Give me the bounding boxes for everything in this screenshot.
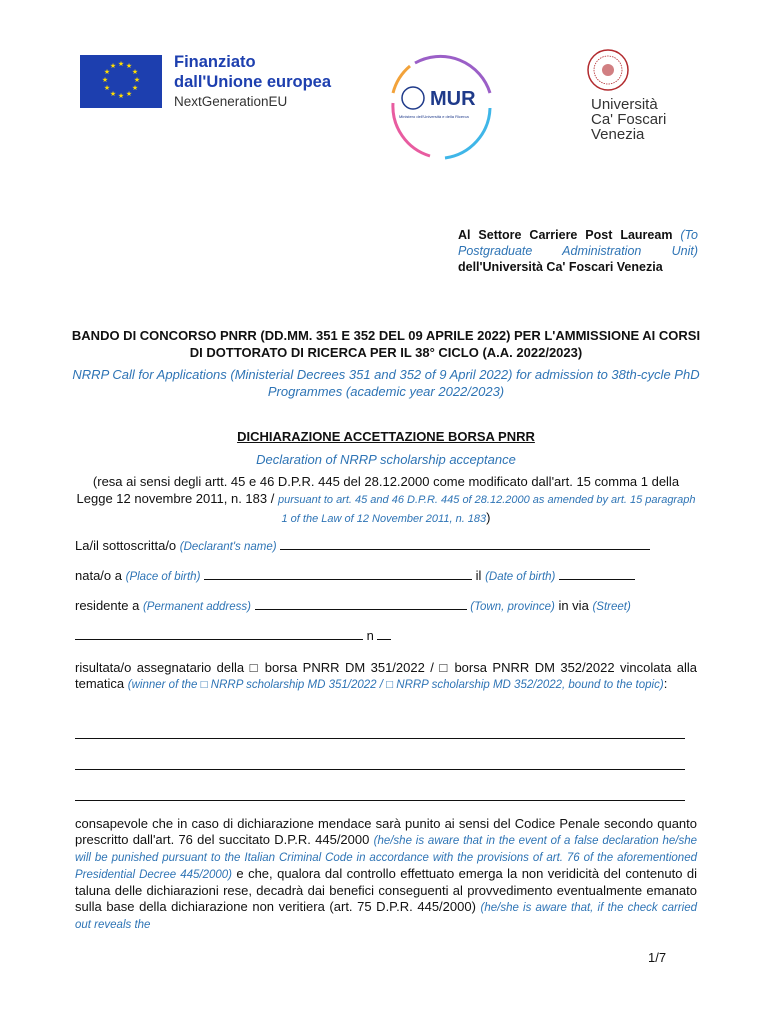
residence-field[interactable]: [255, 597, 467, 610]
ucf-seal-logo: [580, 45, 680, 100]
awareness-it-2: e che, qualora dal controllo effettuato emerga la non veridicità del contenuto di taluna delle dichiarazioni rese, decadrà dai benefici conseguenti al provvedimento eventualmente emanato sulla base della dichiarazione non veritiera (art. 75 D.P.R. 445/2000): [75, 866, 697, 914]
addressee-it-suffix: dell'Università Ca' Foscari Venezia: [458, 260, 663, 274]
mur-logo: [385, 48, 500, 163]
svg-text:★: ★: [101, 76, 109, 84]
svg-text:★: ★: [109, 90, 117, 98]
declarant-name-row: [75, 537, 650, 553]
residence-row: [75, 597, 631, 613]
topic-line-3[interactable]: [75, 800, 685, 801]
legal-reference-close: ): [486, 510, 491, 525]
ucf-logo-line2: Ca' Foscari: [591, 111, 667, 128]
svg-text:★: ★: [103, 84, 111, 92]
eu-flag-logo: [80, 55, 162, 108]
eu-stars-icon: [80, 55, 162, 108]
declarant-name-field[interactable]: [280, 537, 650, 550]
awareness-it-1: consapevole che in caso di dichiarazione mendace sarà punito ai sensi del Codice Penale secondo quanto prescritto dall'art. 76 del succitato D.P.R. 445/2000: [75, 816, 697, 847]
birth-date-field[interactable]: [559, 567, 635, 580]
addressee-it-prefix: Al Settore Carriere Post Lauream: [458, 228, 673, 242]
street-label: in via: [558, 598, 589, 613]
awareness-paragraph: [75, 816, 697, 933]
legal-reference: [75, 473, 697, 528]
assignment-paragraph: [75, 660, 697, 693]
declarant-name-label-en: (Declarant's name): [179, 541, 277, 553]
svg-text:★: ★: [117, 92, 125, 100]
topic-line-1[interactable]: [75, 738, 685, 739]
street-number-label: n: [366, 628, 374, 643]
mur-logo-subtitle: Ministero dell'Università e della Ricerca: [399, 114, 469, 119]
svg-text:★: ★: [125, 62, 133, 70]
awareness-en-1: (he/she is aware that in the event of a false declaration he/she will be punished pursuant to the Italian Criminal Code in accordance with the provisions of art. 76 of the aforementioned Presidential Decree 445/2000): [75, 835, 697, 881]
addressee-en: (To Postgraduate Administration Unit): [458, 228, 698, 258]
ucf-logo-line3: Venezia: [591, 126, 645, 143]
street-label-en: (Street): [592, 601, 631, 613]
residence-label: residente a: [75, 598, 140, 613]
ucf-logo-line1: Università: [591, 96, 658, 113]
birth-date-label: il: [475, 568, 482, 583]
declarant-name-label: La/il sottoscritta/o: [75, 538, 177, 553]
eu-logo-line3: NextGenerationEU: [174, 94, 288, 109]
italian-emblem-icon: [402, 87, 424, 109]
residence-label-en: (Permanent address): [142, 601, 251, 613]
birth-place-field[interactable]: [204, 567, 472, 580]
declaration-heading-en: Declaration of NRRP scholarship acceptance: [256, 452, 516, 467]
eu-logo-text: [174, 52, 331, 112]
svg-text:★: ★: [117, 60, 125, 68]
svg-text:★: ★: [109, 62, 117, 70]
svg-text:★: ★: [103, 68, 111, 76]
eu-logo-line2: dall'Unione europea: [174, 73, 332, 91]
assignment-it: risultata/o assegnatario della □ borsa PNRR DM 351/2022 / □ borsa PNRR DM 352/2022 vincolata alla tematica: [75, 660, 697, 691]
eu-logo-line1: Finanziato: [174, 53, 256, 71]
document-title: BANDO DI CONCORSO PNRR (DD.MM. 351 E 352 DEL 09 APRILE 2022) PER L'AMMISSIONE AI CORSI DI DOTTORATO DI RICERCA PER IL 38° CICLO (A.A. 2022/2023): [71, 328, 701, 360]
assignment-en: (winner of the □ NRRP scholarship MD 351/2022 / □ NRRP scholarship MD 352/2022, bound to the topic): [127, 679, 664, 691]
legal-reference-en: pursuant to art. 45 and 46 D.P.R. 445 of 28.12.2000 as amended by art. 15 paragraph 1 of the Law of 12 November 2011, n. 183: [277, 494, 696, 525]
svg-text:★: ★: [133, 76, 141, 84]
street-field[interactable]: [75, 627, 363, 640]
document-title-en: NRRP Call for Applications (Ministerial Decrees 351 and 352 of 9 April 2022) for admission to 38th-cycle PhD Programmes (academic year 2022/2023): [72, 367, 700, 399]
birth-place-label-en: (Place of birth): [125, 571, 201, 583]
assignment-colon: :: [663, 676, 668, 691]
svg-text:★: ★: [131, 84, 139, 92]
svg-text:★: ★: [125, 90, 133, 98]
ucf-logo-text: [591, 97, 666, 142]
addressee-block: [458, 227, 698, 275]
town-label-en: (Town, province): [470, 601, 555, 613]
awareness-en-2: (he/she is aware that, if the check carried out reveals the: [75, 902, 697, 931]
topic-line-2[interactable]: [75, 769, 685, 770]
birth-row: [75, 567, 635, 583]
birth-date-label-en: (Date of birth): [485, 571, 556, 583]
svg-text:★: ★: [131, 68, 139, 76]
street-number-field[interactable]: [377, 627, 391, 640]
birth-place-label: nata/o a: [75, 568, 122, 583]
legal-reference-it: (resa ai sensi degli artt. 45 e 46 D.P.R. 445 del 28.12.2000 come modificato dall'art. 15 comma 1 della Legge 12 novembre 2011, n. 183 /: [76, 474, 680, 506]
declaration-heading: DICHIARAZIONE ACCETTAZIONE BORSA PNRR: [237, 429, 535, 444]
mur-logo-name: MUR: [430, 88, 476, 110]
street-row: [75, 627, 391, 643]
page-number: 1/7: [648, 950, 667, 965]
